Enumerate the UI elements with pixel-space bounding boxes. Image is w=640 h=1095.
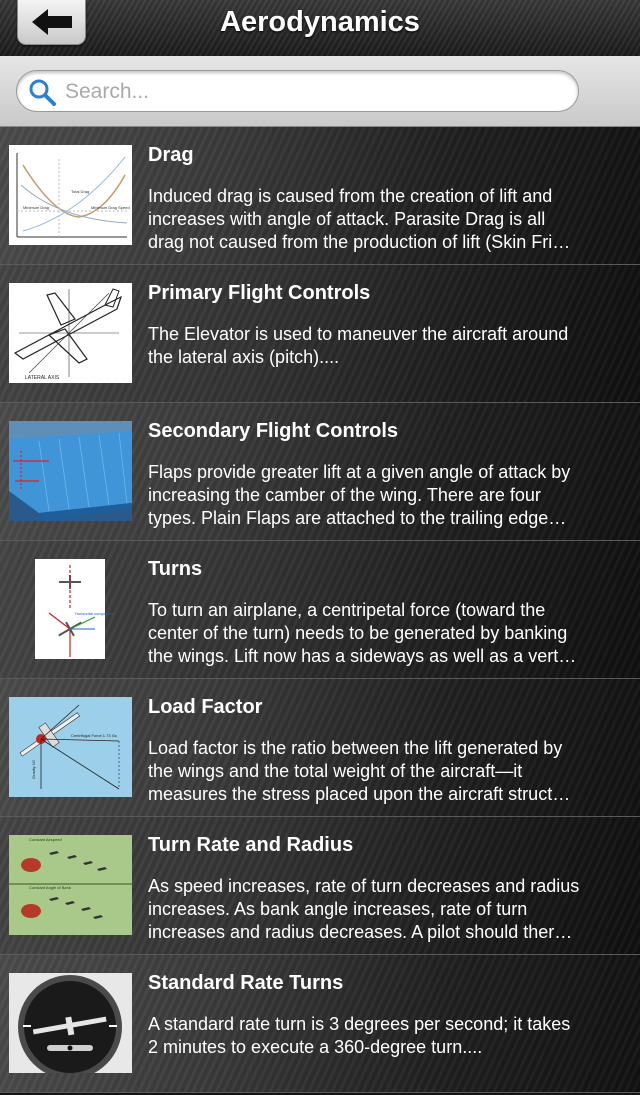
svg-text:Constant Airspeed: Constant Airspeed — [29, 837, 62, 842]
list-item-title: Turns — [148, 558, 203, 580]
wing-flaps-thumbnail — [9, 421, 132, 521]
nav-bar — [0, 0, 640, 56]
list-item-title: Primary Flight Controls — [148, 282, 371, 304]
search-icon — [28, 78, 56, 106]
drag-chart-thumbnail — [9, 145, 132, 245]
svg-text:Minimum Drag Speed: Minimum Drag Speed — [91, 205, 130, 210]
list-item-standard-rate-turns[interactable] — [0, 955, 640, 1093]
search-field[interactable] — [16, 70, 579, 112]
search-input[interactable] — [63, 75, 567, 109]
list-item-title: Load Factor — [148, 696, 263, 718]
list-item-description: The Elevator is used to maneuver the aircraft around the lateral axis (pitch).... — [148, 324, 569, 367]
list-item-title: Secondary Flight Controls — [148, 420, 399, 442]
list-item-description: Load factor is the ratio between the lift generated by the wings and the total weight of the aircraft—it measures the stress placed upon the aircraft struct… — [148, 738, 571, 804]
list-item-description: To turn an airplane, a centripetal force (toward the center of the turn) needs to be generated by banking the wings. Lift now has a sideways as well as a vert… — [148, 600, 577, 666]
list-item-title: Standard Rate Turns — [148, 972, 344, 994]
svg-text:Horizontal component: Horizontal component — [75, 611, 114, 616]
list-item-description: As speed increases, rate of turn decreases and radius increases. As bank angle increases, rate of turn increases and radius decreases. A pilot should ther… — [148, 876, 580, 942]
load-factor-thumbnail — [9, 697, 132, 797]
list-item-load-factor[interactable] — [0, 679, 640, 817]
svg-text:Gravity 1G: Gravity 1G — [31, 759, 36, 779]
list-item-description: A standard rate turn is 3 degrees per second; it takes 2 minutes to execute a 360-degree turn.... — [148, 1014, 571, 1057]
airplane-axes-thumbnail — [9, 283, 132, 383]
page-title: Aerodynamics — [220, 6, 420, 38]
list-item-description: Induced drag is caused from the creation of lift and increases with angle of attack. Parasite Drag is all drag not caused from the production of lift (Skin Fri… — [148, 186, 571, 252]
svg-text:Minimum Drag: Minimum Drag — [23, 205, 50, 210]
list-item-description: Flaps provide greater lift at a given angle of attack by increasing the camber of the wing. There are four types. Plain Flaps are attached to the trailing edge… — [148, 462, 571, 528]
list-item-drag[interactable] — [0, 127, 640, 265]
list-item-secondary-flight-controls[interactable] — [0, 403, 640, 541]
search-bar — [0, 56, 640, 127]
turn-rate-thumbnail — [9, 835, 132, 935]
turn-forces-thumbnail — [9, 559, 132, 659]
list-item-turn-rate-and-radius[interactable] — [0, 817, 640, 955]
topic-list — [0, 127, 640, 1093]
list-item-title: Turn Rate and Radius — [148, 834, 354, 856]
svg-text:Constant Angle of Bank: Constant Angle of Bank — [29, 885, 71, 890]
svg-text:Total Drag: Total Drag — [71, 189, 90, 194]
list-item-primary-flight-controls[interactable] — [0, 265, 640, 403]
svg-text:LATERAL AXIS: LATERAL AXIS — [25, 375, 60, 381]
list-item-title: Drag — [148, 144, 194, 166]
turn-coordinator-thumbnail — [9, 973, 132, 1073]
list-item-turns[interactable] — [0, 541, 640, 679]
svg-text:Centrifugal Force 1.73 Gs: Centrifugal Force 1.73 Gs — [71, 733, 117, 738]
